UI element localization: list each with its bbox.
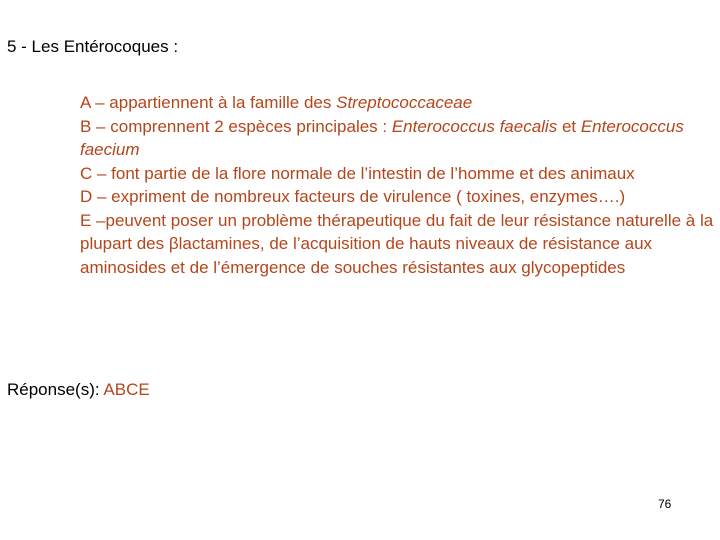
option-text: et: [557, 116, 581, 136]
option-text: C – font partie de la flore normale de l’intestin de l’homme et des animaux: [80, 163, 635, 183]
answer-option: [80, 209, 716, 280]
option-text: B – comprennent 2 espèces principales :: [80, 116, 392, 136]
answer-line: [7, 378, 150, 401]
answer-option: [80, 162, 716, 186]
option-text: A – appartiennent à la famille des: [80, 93, 337, 112]
option-italic-text: Enterococcus faecium: [80, 116, 684, 159]
answer-option: [80, 185, 716, 209]
answer-option: [80, 115, 716, 162]
answer-label: Réponse(s):: [7, 380, 104, 399]
answer-value: ABCE: [103, 380, 150, 399]
option-text: E –peuvent poser un problème thérapeutique du fait de leur résistance naturelle à la plupart des βlactamines, de l’acquisition de hauts niveaux de résistance aux aminosides et de l’émergence de souches résistantes aux glycopeptides: [80, 210, 714, 277]
question-title: 5 - Les Entérocoques :: [7, 37, 179, 56]
option-italic-text: Enterococcus faecalis: [391, 116, 558, 136]
page-number: 76: [658, 497, 672, 511]
answer-option: [80, 91, 716, 115]
option-text: D – expriment de nombreux facteurs de virulence ( toxines, enzymes….): [80, 187, 626, 206]
answer-options-list: [80, 91, 716, 279]
option-italic-text: Streptococcaceae: [336, 93, 473, 112]
